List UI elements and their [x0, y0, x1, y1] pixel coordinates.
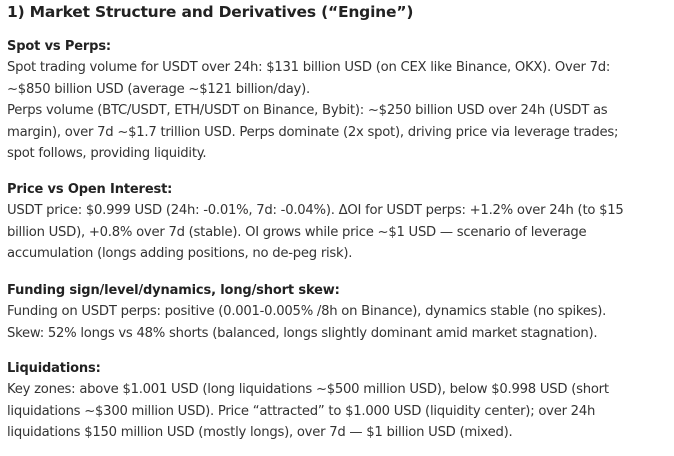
body-line: margin), over 7d ~$1.7 trillion USD. Perps dominate (2x spot), driving price via leverage trades; — [7, 124, 619, 140]
body-line: Spot trading volume for USDT over 24h: $131 billion USD (on CEX like Binance, OKX). Over 7d: — [7, 60, 611, 75]
section-heading: Funding sign/level/dynamics, long/short skew: — [7, 283, 340, 298]
body-line: USDT price: $0.999 USD (24h: -0.01%, 7d: -0.04%). ΔOI for USDT perps: +1.2% over 24h (to $15 — [7, 203, 624, 218]
body-line: liquidations ~$300 million USD). Price “attracted” to $1.000 USD (liquidity center); over 24h — [7, 403, 596, 419]
section-body — [7, 301, 671, 344]
body-line: Key zones: above $1.001 USD (long liquidations ~$500 million USD), below $0.998 USD (short — [7, 382, 609, 397]
section-heading: Liquidations: — [7, 361, 101, 376]
section-heading: Spot vs Perps: — [7, 39, 111, 54]
section-liquidations — [7, 358, 671, 444]
section-price-vs-open-interest — [7, 179, 671, 265]
section-body — [7, 200, 671, 265]
document-title: 1) Market Structure and Derivatives (“Engine”) — [7, 3, 414, 21]
body-line: billion USD), +0.8% over 7d (stable). OI grows while price ~$1 USD — scenario of leverage — [7, 224, 587, 240]
section-spot-vs-perps — [7, 36, 671, 165]
body-line: Funding on USDT perps: positive (0.001-0.005% /8h on Binance), dynamics stable (no spikes). — [7, 304, 607, 319]
body-line: liquidations $150 million USD (mostly longs), over 7d — $1 billion USD (mixed). — [7, 425, 513, 440]
body-line: accumulation (longs adding positions, no de-peg risk). — [7, 246, 353, 261]
section-body — [7, 57, 671, 165]
body-line: ~$850 billion USD (average ~$121 billion/day). — [7, 81, 310, 97]
body-line: spot follows, providing liquidity. — [7, 146, 207, 161]
section-body — [7, 379, 671, 444]
body-line: Perps volume (BTC/USDT, ETH/USDT on Binance, Bybit): ~$250 billion USD over 24h (USDT as — [7, 103, 608, 118]
body-line: Skew: 52% longs vs 48% shorts (balanced, longs slightly dominant amid market stagnation). — [7, 325, 598, 341]
section-funding-skew — [7, 280, 671, 344]
section-heading: Price vs Open Interest: — [7, 182, 173, 197]
